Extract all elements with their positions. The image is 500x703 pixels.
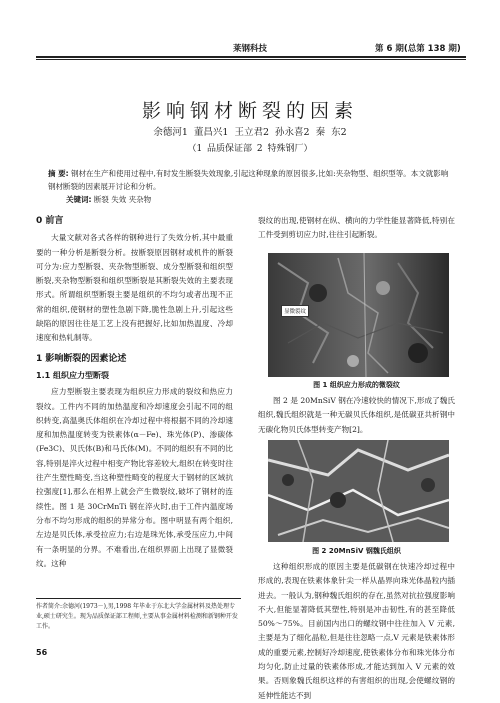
article-title: 影响钢材断裂的因素	[141, 100, 358, 122]
author-bio-footnote: 作者简介:余德河(1973－),男,1998 年毕业于东北大学金属材料及热处理专业,硕士研究生。现为品质保证部工程师,主要从事金属材料检测和新钢种开发工作。	[36, 603, 238, 630]
issue-number: 第 6 期(总第 138 期)	[375, 44, 461, 54]
section-1-1-heading: 1.1 组织应力型断裂	[36, 370, 109, 380]
section-0-paragraph: 大量文献对各式各样的钢种进行了失效分析,其中最重要的一种分析是断裂分析。按断裂原因钢材或机件的断裂可分为:应力型断裂、夹杂物型断裂、成分型断裂和组织型断裂,夹杂物型断裂和组织型断裂是其断裂失效的主要表现形式。所谓组织型断裂主要是组织的不均匀或者出现不正常的组织,使钢材的塑性急剧下降,脆性急剧上升,引起这些缺陷的原因往往是工艺上没有把握好,比如加热温度、冷却速度和热轧制等。	[36, 233, 233, 343]
section-0-heading: 0 前言	[36, 216, 64, 226]
right-paragraph-bottom: 这种组织形成的原因主要是低碳钢在快速冷却过程中形成的,表现在铁素体象针尖一样从晶界向珠光体晶粒内插进去。一般认为,钢种魏氏组织的存在,虽然对抗拉强度影响不大,但能显著降低其塑性,特别是冲击韧性,有的甚至降低 50%～75%。目前国内出口的螺纹钢中往往加入 V 元素,主要是为了细化晶粒,但是往往忽略一点,V 元素是铁素体形成的重要元素,控制好冷却速度,使铁素体分布和珠光体分布均匀化,防止过量的铁素体形成,才能达到加入 V 元素的效果。否则象魏氏组织这样的有害组织的出现,会使螺纹钢的延伸性能达不到	[258, 562, 455, 700]
page-number: 56	[36, 648, 48, 657]
figure-1-caption: 图 1 组织应力形成的微裂纹	[313, 381, 400, 389]
author-list: 余德河1 董昌兴1 王立君2 孙永喜2 秦 东2	[153, 127, 347, 138]
figure-2-micrograph	[268, 440, 449, 542]
figure-2-caption: 图 2 20MnSiV 钢魏氏组织	[312, 547, 401, 555]
right-paragraph-mid: 图 2 是 20MnSiV 钢在冷速较快的情况下,形成了魏氏组织,魏氏组织就是一种无碳贝氏体组织,是低碳亚共析钢中无碳化物贝氏体型转变产物[2]。	[258, 396, 455, 434]
abstract	[48, 168, 452, 193]
right-column-mid	[258, 394, 455, 437]
figure-1-annotation: 显微裂纹	[281, 305, 309, 317]
abstract-label: 摘 要:	[48, 169, 69, 178]
journal-name: 莱钢科技	[233, 44, 268, 54]
abstract-text: 钢材在生产和使用过程中,有时发生断裂失效现象,引起这种现象的原因很多,比如:夹杂物型、组织型等。本文就影响钢材断裂的因素展开讨论和分析。	[48, 169, 449, 191]
keywords-label: 关键词:	[66, 195, 92, 204]
keywords	[66, 194, 151, 205]
left-column	[36, 214, 233, 571]
right-paragraph-top: 裂纹的出现,使钢材在纵、横向的力学性能显著降低,特别在工件受到剪切应力时,往往引起断裂。	[258, 216, 455, 240]
affiliation: （1 品质保证部 2 特殊钢厂）	[187, 144, 313, 154]
header-rule	[36, 56, 466, 58]
header-rule-thin	[36, 59, 466, 60]
right-column-top	[258, 214, 455, 243]
footnote-rule	[36, 598, 241, 599]
section-1-1-paragraph: 应力型断裂主要表现为组织应力形成的裂纹和热应力裂纹。工件内不同的加热温度和冷却速度会引起不同的组织转变,高温奥氏体组织在冷却过程中将根据不同的冷却速度和加热温度转变为铁素体(α－Fe)、珠光体(P)、渗碳体(Fe3C)、贝氏体(B)和马氏体(M)。不同的组织有不同的比容,特别是淬火过程中相变产物比容差较大,组织在转变时往往产生塑性畸变,当这种塑性畸变的程度大于钢材的区域抗拉强度[1],那么在相界上就会产生微裂纹,破坏了钢材的连续性。图 1 是 30CrMnTi 钢在淬火时,由于工件内温度场分布不均匀形成的组织的异常分布。图中明显有两个组织,左边是贝氏体,承受拉应力;右边是珠光体,承受压应力,中间有一条明显的分界。不难看出,在组织界面上出现了显微裂纹。这种	[36, 387, 233, 568]
micrograph-2-texture	[268, 440, 449, 542]
section-1-heading: 1 影响断裂的因素论述	[36, 353, 127, 364]
keywords-text: 断裂 失效 夹杂物	[93, 195, 152, 204]
figure-1-micrograph	[268, 253, 449, 377]
